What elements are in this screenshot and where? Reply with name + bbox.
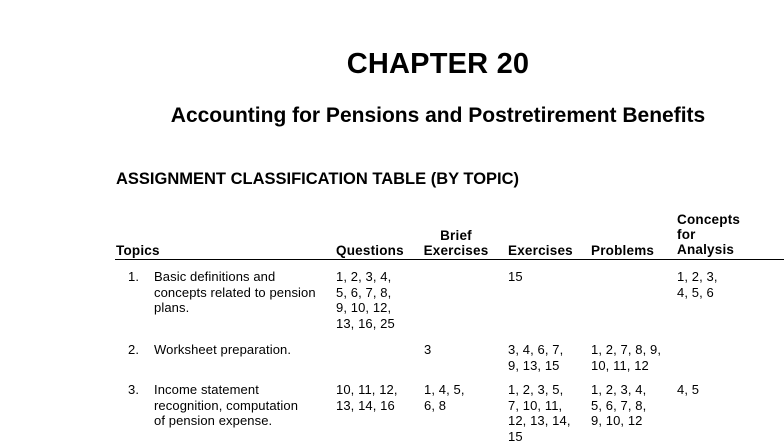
row-questions: 1, 2, 3, 4, 5, 6, 7, 8, 9, 10, 12, 13, 16, 25	[336, 269, 395, 331]
row-questions: 10, 11, 12, 13, 14, 16	[336, 382, 398, 413]
row-number: 2.	[128, 342, 140, 357]
row-topic: Basic definitions and concepts related to pension plans.	[154, 269, 316, 316]
row-topic: Income statement recognition, computation of pension expense.	[154, 382, 299, 429]
chapter-title: CHAPTER 20	[346, 48, 530, 80]
header-rule	[115, 259, 784, 260]
row-topic: Worksheet preparation.	[154, 342, 292, 357]
row-exercises: 3, 4, 6, 7, 9, 13, 15	[508, 342, 564, 373]
row-concepts: 1, 2, 3, 4, 5, 6	[677, 269, 718, 300]
row-brief-exercises: 1, 4, 5, 6, 8	[424, 382, 465, 413]
header-concepts-for-analysis: Concepts for Analysis	[677, 212, 741, 257]
header-brief-exercises: Brief Exercises	[423, 228, 489, 258]
row-exercises: 15	[508, 269, 523, 284]
header-questions: Questions	[336, 243, 404, 258]
row-number: 3.	[128, 382, 140, 397]
row-exercises: 1, 2, 3, 5, 7, 10, 11, 12, 13, 14, 15	[508, 382, 571, 444]
row-number: 1.	[128, 269, 140, 284]
row-problems: 1, 2, 3, 4, 5, 6, 7, 8, 9, 10, 12	[591, 382, 647, 429]
header-problems: Problems	[591, 243, 655, 258]
header-topics: Topics	[116, 243, 160, 258]
row-problems: 1, 2, 7, 8, 9, 10, 11, 12	[591, 342, 662, 373]
table-caption: ASSIGNMENT CLASSIFICATION TABLE (BY TOPIC)	[116, 170, 520, 188]
chapter-subtitle: Accounting for Pensions and Postretirement Benefits	[170, 104, 706, 127]
row-concepts: 4, 5	[677, 382, 700, 397]
row-brief-exercises: 3	[424, 342, 432, 357]
header-exercises: Exercises	[508, 243, 573, 258]
